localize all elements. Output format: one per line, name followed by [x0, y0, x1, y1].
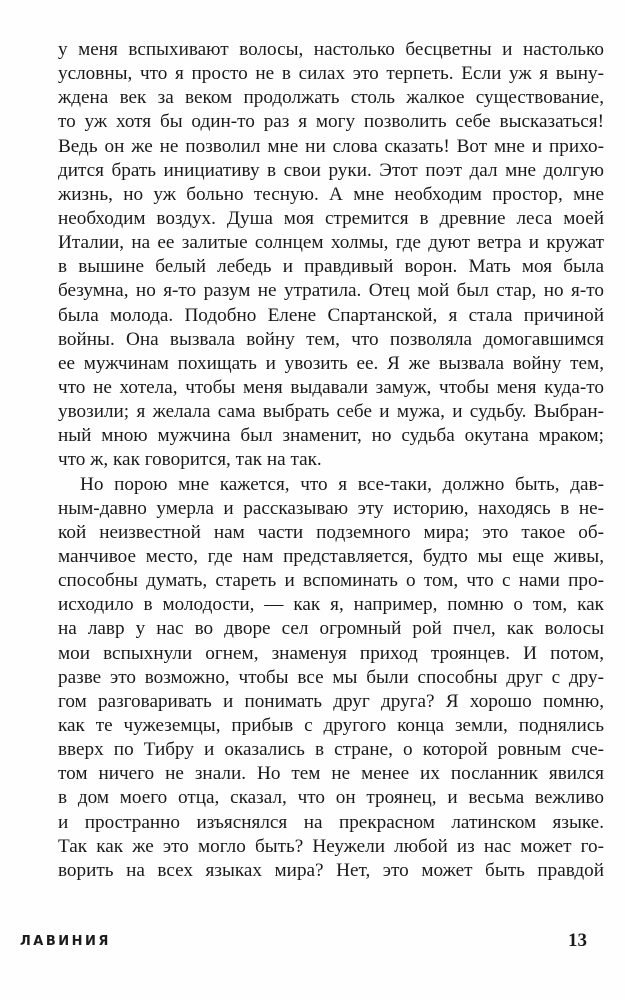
text-line: и пространно изъяснялся на прекрасном латинском языке. [58, 811, 604, 833]
text-line: что не хотела, чтобы меня выдавали замуж, чтобы меня куда-то [58, 376, 604, 398]
text-line: как те чужеземцы, прибыв с другого конца земли, поднялись [58, 714, 604, 736]
text-line: безумна, но я-то разум не утратила. Отец мой был стар, но я-то [58, 280, 604, 302]
text-line: то уж хотя бы один-то раз я могу позволить себе высказаться! [58, 111, 604, 133]
text-line: в вышине белый лебедь и правдивый ворон. Мать моя была [58, 256, 604, 278]
text-line: увозили; я желала сама выбрать себе и мужа, и судьбу. Выбран- [58, 401, 604, 423]
text-line: гом разговаривать и понимать друг друга? Я хорошо помню, [58, 690, 604, 712]
text-line: том ничего не знали. Но тем не менее их посланник явился [58, 763, 604, 785]
text-line: Ведь он же не позволил мне ни слова сказать! Вот мне и прихо- [58, 135, 604, 157]
text-line: ным-давно умерла и рассказываю эту историю, находясь в не- [58, 497, 604, 519]
text-line: на лавр у нас во дворе сел огромный рой пчел, как волосы [58, 618, 604, 640]
text-line: дится брать инициативу в свои руки. Этот поэт дал мне долгую [58, 159, 604, 181]
text-line: была молода. Подобно Елене Спартанской, я стала причиной [58, 304, 604, 326]
text-line: ворить на всех языках мира? Нет, это может быть правдой [58, 859, 604, 881]
text-line: Так как же это могло быть? Неужели любой из нас может го- [58, 835, 604, 857]
paragraph-end-line: что ж, как говорится, так на так. [58, 449, 322, 471]
text-line: в дом моего отца, сказал, что он троянец, и весьма вежливо [58, 787, 604, 809]
text-line: Италии, на ее залитые солнцем холмы, где дуют ветра и кружат [58, 232, 604, 254]
page-number: 13 [568, 930, 587, 951]
text-line: вверх по Тибру и оказались в стране, о которой ровным сче- [58, 739, 604, 761]
text-line: условны, что я просто не в силах это терпеть. Если уж я выну- [58, 63, 604, 85]
text-line: войны. Она вызвала войну тем, что позволяла домогавшимся [58, 328, 604, 350]
body-text [58, 38, 604, 883]
text-line: ный мною мужчина был знаменит, но судьба окутана мраком; [58, 425, 604, 447]
text-line: у меня вспыхивают волосы, настолько бесцветны и настолько [58, 39, 604, 60]
text-line: ее мужчинам похищать и увозить ее. Я же вызвала войну тем, [58, 352, 604, 374]
text-line: жизнь, но уж больно тесную. А мне необходим простор, мне [58, 183, 604, 205]
running-footer-title: ЛАВИНИЯ [20, 934, 111, 949]
text-line: необходим воздух. Душа моя стремится в древние леса моей [58, 207, 604, 229]
text-line: способны думать, стареть и вспоминать о том, что с нами про- [58, 570, 604, 592]
text-line: мои вспыхнули огнем, знаменуя приход троянцев. И потом, [58, 642, 604, 664]
paragraph-start-line: Но порою мне кажется, что я все-таки, должно быть, дав- [80, 473, 604, 495]
text-line: манчивое место, где нам представляется, будто мы еще живы, [58, 545, 604, 567]
text-line: кой неизвестной нам части подземного мира; это такое об- [58, 521, 604, 543]
text-line: разве это возможно, чтобы все мы были способны друг с дру- [58, 666, 604, 688]
text-line: исходило в молодости, — как я, например, помню о том, как [58, 594, 604, 616]
text-line: ждена век за веком продолжать столь жалкое существование, [58, 87, 604, 109]
